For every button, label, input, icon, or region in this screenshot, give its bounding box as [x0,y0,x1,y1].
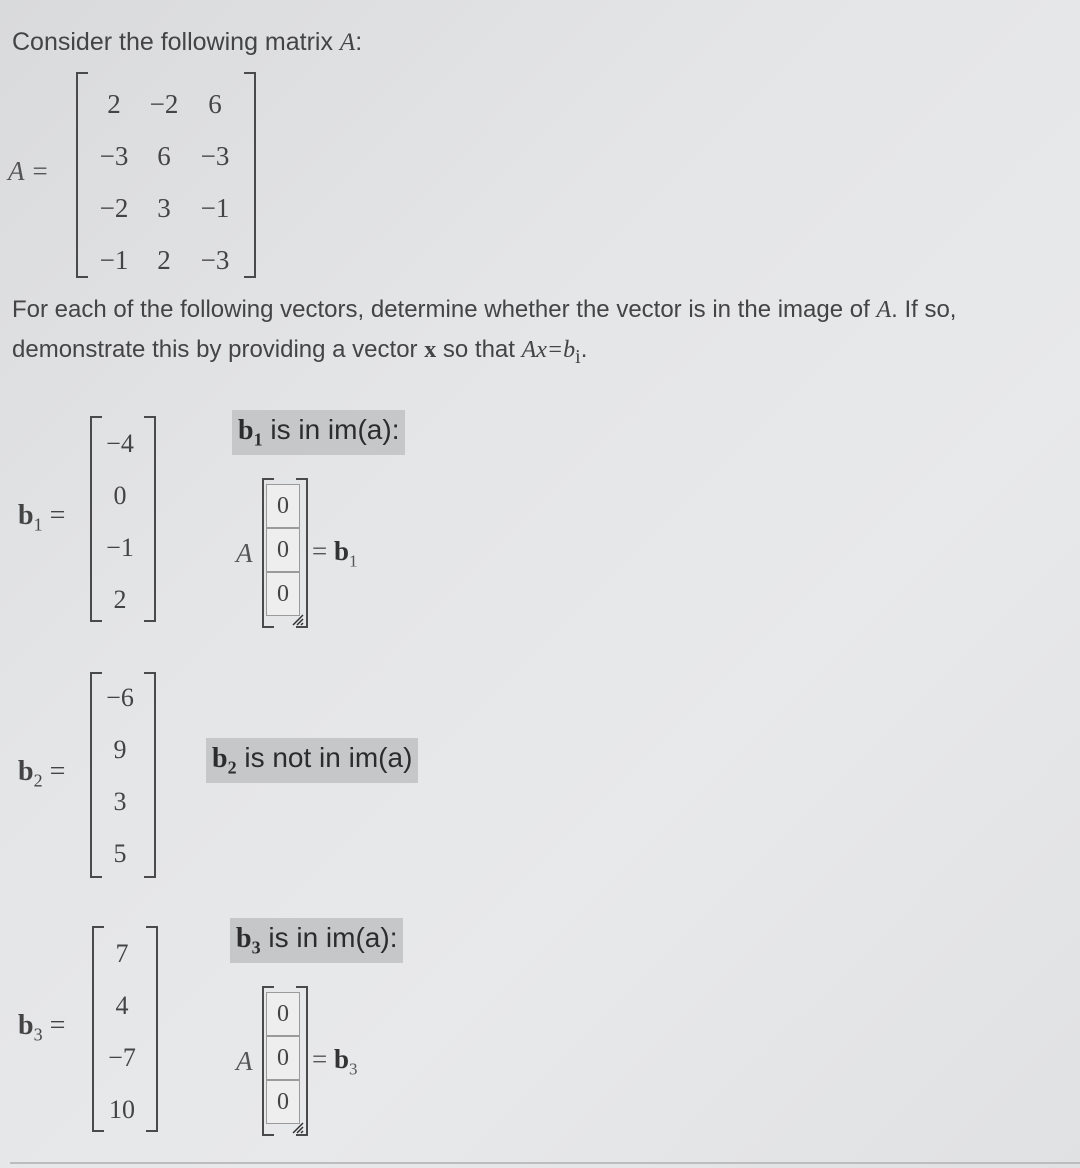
b3-label: $b_3$ = [18,1010,66,1045]
b1-x-input-2[interactable]: 0 [266,528,300,572]
matrix-a-cell: −3 [99,140,129,171]
b3-x-vector [266,992,300,1124]
b1-entry: −1 [106,533,134,562]
matrix-a-cell: 2 [157,244,171,275]
b2-entry: −6 [106,683,134,712]
bottom-divider [10,1162,1080,1164]
resize-handle-icon[interactable] [292,614,304,626]
b1-vector [98,418,142,626]
b3-right-bracket [146,926,158,1132]
b3-x-input-1[interactable]: 0 [266,992,300,1036]
question-line-1: For each of the following vectors, determine whether the vector is in the image of A. If so, [12,296,957,323]
matrix-a-cell: 3 [157,192,171,223]
matrix-a-cell: 6 [157,140,171,171]
matrix-a-cell: −1 [99,244,129,275]
b1-answer-dropdown[interactable]: $b_1$ is in im(a): [232,410,405,455]
intro-matrix-var: A [339,29,356,56]
matrix-a-left-bracket [76,72,88,278]
matrix-a-cell: 6 [208,88,222,119]
question-text [12,290,1072,377]
resize-handle-icon[interactable] [292,1122,304,1134]
b2-right-bracket [144,672,156,878]
matrix-a-cell: −2 [149,88,179,119]
b1-equation-rhs: = $b_1$ [312,536,358,571]
b3-entry: 10 [109,1095,135,1124]
b2-answer-dropdown[interactable]: $b_2$ is not in im(a) [206,738,418,783]
b3-equation-a: A [236,1046,253,1076]
b1-entry: −4 [106,429,134,458]
b2-vector [98,672,142,880]
b3-x-input-3[interactable]: 0 [266,1080,300,1124]
matrix-a-cell: −2 [99,192,129,223]
b1-label: $b_1$ = [18,500,66,535]
matrix-a [90,78,240,286]
matrix-a-cell: −1 [200,192,230,223]
b1-right-bracket [144,416,156,622]
b2-entry: 3 [113,787,127,816]
b3-entry: −7 [108,1043,136,1072]
matrix-a-cell: −3 [200,244,230,275]
b2-entry: 9 [113,735,127,764]
b3-answer-dropdown[interactable]: $b_3$ is in im(a): [230,918,403,963]
b2-entry: 5 [113,839,127,868]
matrix-a-cell: 2 [107,88,121,119]
b1-entry: 2 [113,585,127,614]
matrix-a-right-bracket [244,72,256,278]
b3-equation-rhs: = $b_3$ [312,1044,358,1079]
question-line-2: demonstrate this by providing a vector x so that $Ax=b_i$. [12,336,588,368]
b1-x-input-1[interactable]: 0 [266,484,300,528]
b2-label: $b_2$ = [18,756,66,791]
matrix-a-cell: −3 [200,140,230,171]
b1-equation-a: A [236,538,253,568]
b1-x-vector [266,484,300,616]
intro-text: Consider the following matrix A: [12,28,363,56]
b3-x-input-2[interactable]: 0 [266,1036,300,1080]
b3-entry: 7 [115,939,129,968]
b3-vector [100,928,144,1136]
matrix-a-label: A = [8,156,49,186]
b1-entry: 0 [113,481,127,510]
b3-entry: 4 [115,991,129,1020]
b1-x-input-3[interactable]: 0 [266,572,300,616]
